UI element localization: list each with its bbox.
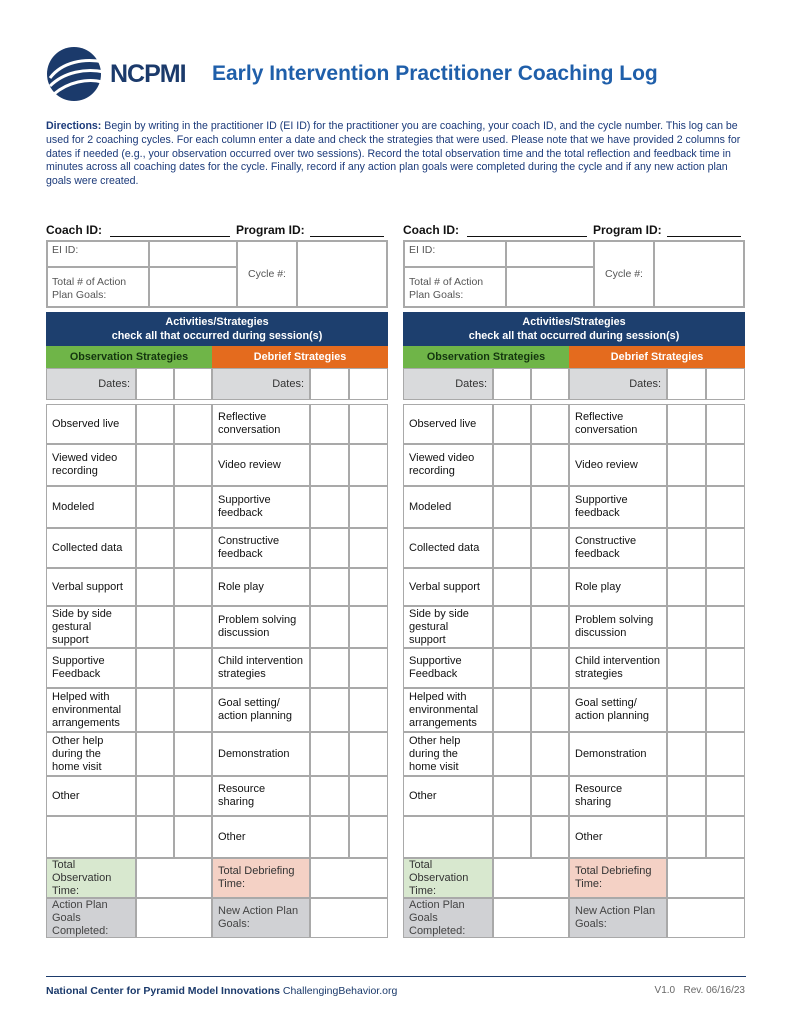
observation-check-2[interactable] [531,486,569,528]
observation-strategy-label: Supportive Feedback [46,648,136,688]
deb-dates-label: Dates: [569,368,667,400]
info-box [46,240,388,308]
observation-check-2[interactable] [531,528,569,568]
debrief-check-2[interactable] [349,528,388,568]
observation-check-1[interactable] [136,732,174,776]
debrief-check-1[interactable] [667,816,706,858]
goals-completed-label: Action Plan Goals Completed: [46,898,136,938]
total-observation-time-label: Total Observation Time: [46,858,136,898]
observation-strategy-label: Collected data [46,528,136,568]
obs-dates-label: Dates: [46,368,136,400]
observation-strategy-label: Other help during the home visit [46,732,136,776]
ncpmi-logo-icon [44,44,108,104]
debrief-strategy-label: Constructive feedback [569,528,667,568]
observation-strategies-header: Observation Strategies [46,346,212,368]
new-goals-label: New Action Plan Goals: [212,898,310,938]
deb-date-2-field[interactable] [349,368,388,400]
id-row [46,222,388,240]
coach-id-label: Coach ID: [46,223,103,237]
observation-strategy-label: Verbal support [46,568,136,606]
coach-id-field[interactable] [110,236,230,237]
observation-check-1[interactable] [136,444,174,486]
info-box [403,240,745,308]
debrief-check-1[interactable] [310,732,349,776]
debrief-strategy-label: Demonstration [569,732,667,776]
coach-id-label: Coach ID: [403,223,460,237]
observation-strategy-label [46,816,136,858]
total-debriefing-time-field[interactable] [667,858,745,898]
observation-check-1[interactable] [493,606,531,648]
footer-version [655,985,745,996]
observation-strategy-label: Modeled [403,486,493,528]
debrief-check-1[interactable] [310,404,349,444]
total-goals-field[interactable] [149,267,237,307]
total-debriefing-time-label: Total Debriefing Time: [569,858,667,898]
observation-strategy-label: Helped with environmental arrangements [46,688,136,732]
deb-date-1-field[interactable] [310,368,349,400]
debrief-check-1[interactable] [310,688,349,732]
program-id-label: Program ID: [593,223,662,237]
debrief-check-1[interactable] [667,732,706,776]
directions-label: Directions: [46,120,102,132]
total-observation-time-field[interactable] [136,858,212,898]
cycle-label: Cycle #: [237,241,297,307]
total-goals-label: Total # of Action Plan Goals: [404,267,506,307]
program-id-field[interactable] [667,236,741,237]
cycle-field[interactable] [654,241,744,307]
debrief-check-1[interactable] [667,404,706,444]
debrief-check-2[interactable] [706,816,745,858]
debrief-check-2[interactable] [349,732,388,776]
debrief-check-2[interactable] [706,688,745,732]
debrief-check-1[interactable] [310,776,349,816]
debrief-check-2[interactable] [706,528,745,568]
observation-check-1[interactable] [493,648,531,688]
ei-id-label: EI ID: [47,241,149,267]
activities-subtitle: check all that occurred during session(s) [468,330,680,342]
debrief-check-2[interactable] [349,568,388,606]
observation-strategy-label: Other [46,776,136,816]
total-goals-label: Total # of Action Plan Goals: [47,267,149,307]
observation-check-1[interactable] [493,486,531,528]
observation-check-2[interactable] [174,404,212,444]
debrief-check-1[interactable] [310,486,349,528]
obs-date-2-field[interactable] [531,368,569,400]
debrief-strategy-label: Video review [569,444,667,486]
observation-strategy-label: Collected data [403,528,493,568]
observation-check-1[interactable] [136,816,174,858]
observation-strategy-label: Modeled [46,486,136,528]
debrief-check-2[interactable] [706,486,745,528]
observation-strategy-label [403,816,493,858]
observation-check-2[interactable] [531,732,569,776]
observation-check-1[interactable] [136,606,174,648]
activities-header [46,312,388,346]
cycle-label: Cycle #: [594,241,654,307]
debrief-check-1[interactable] [310,816,349,858]
goals-completed-label: Action Plan Goals Completed: [403,898,493,938]
observation-check-2[interactable] [531,688,569,732]
debrief-strategy-label: Resource sharing [569,776,667,816]
observation-check-2[interactable] [531,776,569,816]
revision-date: Rev. 06/16/23 [683,985,745,996]
debrief-check-2[interactable] [706,732,745,776]
logo-wordmark: NCPMI [110,60,186,88]
debrief-check-1[interactable] [310,568,349,606]
debrief-check-1[interactable] [667,568,706,606]
debrief-check-1[interactable] [310,528,349,568]
observation-strategy-label: Side by side gestural support [46,606,136,648]
obs-dates-label: Dates: [403,368,493,400]
observation-check-1[interactable] [493,568,531,606]
new-goals-label: New Action Plan Goals: [569,898,667,938]
observation-check-1[interactable] [136,648,174,688]
observation-strategy-label: Viewed video recording [403,444,493,486]
debrief-check-1[interactable] [667,606,706,648]
debrief-check-2[interactable] [706,444,745,486]
observation-strategy-label: Other help during the home visit [403,732,493,776]
ei-id-label: EI ID: [404,241,506,267]
observation-check-2[interactable] [174,776,212,816]
observation-check-2[interactable] [531,648,569,688]
new-goals-field[interactable] [667,898,745,938]
debrief-check-2[interactable] [706,776,745,816]
debrief-strategy-label: Reflective conversation [569,404,667,444]
debrief-check-1[interactable] [310,444,349,486]
debrief-strategy-label: Other [569,816,667,858]
observation-check-2[interactable] [531,404,569,444]
observation-check-1[interactable] [493,816,531,858]
directions-body: Begin by writing in the practitioner ID (EI ID) for the practitioner you are coaching, your coach ID, and the cycle number. This log can be used for 2 coaching cycles. For each column enter a date and check the strategies that were used. Please note that we have provided 2 columns for dates if needed (e.g., your observation occurred over two sessions). Record the total observation time and the total reflection and feedback time in minutes across all coaching dates for the cycle. Finally, record if any action plan goals were completed during the cycle and if any new action plan goals were created. [46,120,741,188]
debrief-check-2[interactable] [706,606,745,648]
version-label: V1.0 [654,985,676,996]
id-row [403,222,745,240]
debrief-check-2[interactable] [706,648,745,688]
observation-check-2[interactable] [174,732,212,776]
debrief-strategy-label: Reflective conversation [212,404,310,444]
deb-date-1-field[interactable] [667,368,706,400]
activities-title: Activities/Strategies [165,316,269,328]
observation-check-1[interactable] [493,732,531,776]
observation-check-2[interactable] [174,568,212,606]
observation-strategy-label: Other [403,776,493,816]
debrief-check-1[interactable] [667,688,706,732]
debrief-check-1[interactable] [667,648,706,688]
debrief-check-2[interactable] [349,688,388,732]
footer-site: ChallengingBehavior.org [282,985,398,997]
total-observation-time-field[interactable] [493,858,569,898]
observation-check-1[interactable] [493,688,531,732]
ei-id-field[interactable] [506,241,594,267]
debrief-strategy-label: Problem solving discussion [569,606,667,648]
coaching-log-cycle-2 [403,222,745,958]
debrief-strategy-label: Role play [569,568,667,606]
observation-check-1[interactable] [493,776,531,816]
debrief-check-1[interactable] [310,606,349,648]
coaching-log-cycle-1 [46,222,388,958]
observation-strategy-label: Viewed video recording [46,444,136,486]
observation-check-2[interactable] [531,444,569,486]
observation-strategy-label: Helped with environmental arrangements [403,688,493,732]
debrief-strategy-label: Goal setting/ action planning [212,688,310,732]
observation-check-1[interactable] [136,688,174,732]
obs-date-1-field[interactable] [136,368,174,400]
observation-check-2[interactable] [174,486,212,528]
observation-check-1[interactable] [136,486,174,528]
deb-date-2-field[interactable] [706,368,745,400]
debrief-check-2[interactable] [349,486,388,528]
footer-org-name: National Center for Pyramid Model Innovations [46,985,280,997]
observation-check-2[interactable] [174,444,212,486]
debrief-strategy-label: Other [212,816,310,858]
footer-organization [46,985,397,997]
observation-strategy-label: Verbal support [403,568,493,606]
page-header [44,40,744,110]
debrief-strategy-label: Video review [212,444,310,486]
debrief-strategy-label: Child intervention strategies [569,648,667,688]
debrief-check-2[interactable] [706,404,745,444]
goals-completed-field[interactable] [493,898,569,938]
debrief-strategy-label: Role play [212,568,310,606]
program-id-label: Program ID: [236,223,305,237]
observation-check-1[interactable] [136,528,174,568]
activities-subtitle: check all that occurred during session(s) [111,330,323,342]
activities-title: Activities/Strategies [522,316,626,328]
observation-check-2[interactable] [174,648,212,688]
observation-check-2[interactable] [531,816,569,858]
debrief-strategy-label: Child intervention strategies [212,648,310,688]
observation-check-2[interactable] [174,688,212,732]
activities-header [403,312,745,346]
observation-strategy-label: Side by side gestural support [403,606,493,648]
observation-strategy-label: Observed live [403,404,493,444]
debrief-check-1[interactable] [667,776,706,816]
debrief-check-2[interactable] [349,776,388,816]
new-goals-field[interactable] [310,898,388,938]
observation-check-1[interactable] [136,776,174,816]
coach-id-field[interactable] [467,236,587,237]
debrief-check-2[interactable] [349,404,388,444]
observation-check-2[interactable] [174,528,212,568]
observation-check-1[interactable] [493,404,531,444]
ei-id-field[interactable] [149,241,237,267]
debrief-check-2[interactable] [349,816,388,858]
debrief-strategies-header: Debrief Strategies [569,346,745,368]
debrief-check-1[interactable] [310,648,349,688]
debrief-strategies-header: Debrief Strategies [212,346,388,368]
total-debriefing-time-field[interactable] [310,858,388,898]
debrief-strategy-label: Problem solving discussion [212,606,310,648]
observation-check-1[interactable] [136,404,174,444]
debrief-strategy-label: Resource sharing [212,776,310,816]
debrief-check-1[interactable] [667,528,706,568]
observation-strategies-header: Observation Strategies [403,346,569,368]
total-debriefing-time-label: Total Debriefing Time: [212,858,310,898]
obs-date-1-field[interactable] [493,368,531,400]
observation-check-2[interactable] [174,816,212,858]
obs-date-2-field[interactable] [174,368,212,400]
total-goals-field[interactable] [506,267,594,307]
cycle-field[interactable] [297,241,387,307]
debrief-check-2[interactable] [706,568,745,606]
debrief-strategy-label: Constructive feedback [212,528,310,568]
debrief-strategy-label: Supportive feedback [569,486,667,528]
observation-check-2[interactable] [531,568,569,606]
debrief-strategy-label: Goal setting/ action planning [569,688,667,732]
debrief-strategy-label: Supportive feedback [212,486,310,528]
program-id-field[interactable] [310,236,384,237]
observation-strategy-label: Supportive Feedback [403,648,493,688]
deb-dates-label: Dates: [212,368,310,400]
observation-check-2[interactable] [174,606,212,648]
total-observation-time-label: Total Observation Time: [403,858,493,898]
debrief-check-1[interactable] [667,486,706,528]
observation-check-1[interactable] [493,528,531,568]
debrief-check-2[interactable] [349,648,388,688]
directions-text [46,120,746,189]
page-title: Early Intervention Practitioner Coaching Log [212,62,658,85]
observation-check-2[interactable] [531,606,569,648]
observation-check-1[interactable] [136,568,174,606]
debrief-check-2[interactable] [349,444,388,486]
debrief-strategy-label: Demonstration [212,732,310,776]
observation-strategy-label: Observed live [46,404,136,444]
goals-completed-field[interactable] [136,898,212,938]
debrief-check-2[interactable] [349,606,388,648]
debrief-check-1[interactable] [667,444,706,486]
footer-divider [46,976,746,977]
observation-check-1[interactable] [493,444,531,486]
